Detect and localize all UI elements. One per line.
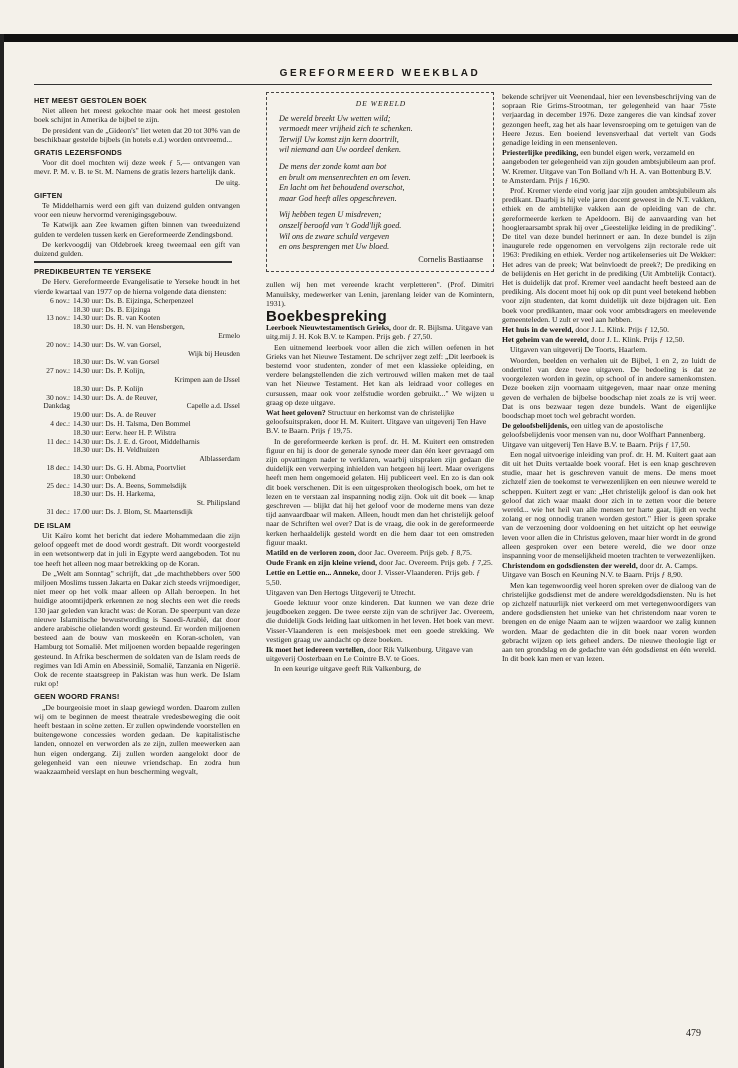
service-schedule [34,297,240,517]
book-title: Matild en de verloren zoon, [266,548,357,557]
poem-line: Wil ons de zware schuld vergeven [279,231,390,241]
schedule-date [34,350,73,359]
book-reference [266,568,494,586]
schedule-entry: 18.30 uur: Eerw. heer H. P. Wilstra [73,427,176,437]
review-paragraph: In de gereformeerde kerken is prof. dr. H. M. Kuitert een omstreden figuur en hij is door de generale synode meer dan één keer gevraagd om zijn opvattingen nader te verklaren, waarbij uitspraken zijn gedaan die duidelijk een verwerping inhielden van hetgeen hij leert. Maar overigens heeft men hem ongemoeid gelaten. Hij publiceert veel. En zo is dan ook dit boek verschenen. Dit is een uitgesproken theologisch boek, om het te lezen en te verstaan zal inspanning nodig zijn. Ook uit dit boek — knap geschreven — blijkt dat hij het geloof voor de moderne mens van deze tijd aanvaardbaar wil maken. Alleen, houdt men dan het christelijk geloof naar de Schriften wel over? Dat is de vraag, die ook in de gereformeerde kerken herhaaldelijk gesteld wordt en die hem daar tot een omstreden figuur maakt. [266,436,494,547]
schedule-entry: 14.30 uur: Ds. A. de Reuver, [73,392,158,402]
schedule-row [34,323,240,332]
book-details: Structuur en herkomst van de christelijke geloofsuitspraken, door H. M. Kuitert. Uitgave van uitgeverij Ten Have B.V. te Baarn. Prijs ƒ 19,75. [266,407,487,436]
book-title: De geloofsbelijdenis, [502,421,570,431]
schedule-entry: 14.30 uur: Ds. A. Beens, Sommelsdijk [73,480,187,490]
book-reference [266,408,494,436]
schedule-entry: Capelle a.d. IJssel [186,401,240,411]
book-title: Ik moet het iedereen vertellen, [266,645,366,655]
poem-line: onszelf beroofd van 't Godd'lijk goed. [279,220,402,230]
schedule-date: 4 dec.: [50,419,70,429]
paragraph: zullen wij hen met vereende kracht verpletteren". (Prof. Dimitri Manuilsky, medewerker van Lenin, jarenlang leider van de Komintern, 1931). [266,280,494,308]
book-title: Oude Frank en zijn kleine vriend, [266,558,378,568]
schedule-entry: 14.30 uur: Ds. W. van Gorsel, [73,339,162,349]
schedule-entry: 14.30 uur: Ds. H. Talsma, Den Bommel [73,419,191,429]
paragraph: Te Middelharnis werd een gift van duizend gulden ontvangen voor een nieuw hervormd verenigingsgebouw. [34,201,240,220]
schedule-entry: 14.30 uur: Ds. G. H. Abma, Poortvliet [73,463,186,472]
book-details: door dr. A. Camps. Uitgave van Bosch en Keuning N.V. te Baarn. Prijs ƒ 8,90. [502,561,698,580]
paragraph: Te Katwijk aan Zee kwamen giften binnen van tweeduizend gulden te verdelen tussen kerk en Gereformeerde Zendingsbond. [34,220,240,239]
paragraph: Niet alleen het meest gekochte maar ook het meest gestolen boek schijnt in Amerika de bijbel te zijn. [34,106,240,125]
schedule-entry: 18.30 uur: Ds. H. Harkema, [73,489,156,499]
column-right [502,92,716,664]
section-title: HET MEEST GESTOLEN BOEK [34,96,147,105]
schedule-date: 18 dec.: [46,463,70,472]
book-reference [502,335,716,344]
review-paragraph: Goede lektuur voor onze kinderen. Dat kunnen we van deze drie jeugdboeken zeggen. De twee eerste zijn van de schrijver Jac. Overeem, die duidelijk Gods leiding laat uitkomen in het leven. Het boek van mevr. Visser-Vlaanderen is een meisjesboek met een goede strekking. We vestigen graag uw aandacht op deze boeken. [266,598,494,644]
book-details: door J. L. Klink. Prijs ƒ 12,50. [588,335,685,345]
schedule-date [34,323,73,332]
schedule-entry: 18.30 uur: Ds. W. van Gorsel [73,357,160,367]
poem-line: De mens der zonde komt aan bot [279,161,387,171]
poem-stanza [279,114,483,156]
section-title: GRATIS LEZERSFONDS [34,148,123,158]
paragraph: „De bourgeoisie moet in slaap gewiegd worden. Daarom zullen wij om te beginnen de meest theatrale vredesbeweging die ooit heeft bestaan in scène zetten. Er zullen opwindende voorstellen en buitengewone concessies worden gedaan. De kapitalistische landen, onnozel en verworden als ze zijn, zullen meewerken aan hun eigen ondergang. Zij zullen worden aangelokt door de gelegenheid van een nieuwe vriendschap. En zodra hun waakzaamheid verslapt en hun bescherming wegvalt, [34,702,240,777]
schedule-date: Dankdag [43,401,70,411]
masthead-rule [34,84,712,85]
poem-stanza [279,210,483,252]
schedule-entry: 14.30 uur: Ds. P. Kolijn, [73,366,145,376]
schedule-entry: Alblasserdam [199,454,240,464]
section-title: DE ISLAM [34,520,71,530]
poem-line: Terwijl Uw komst zijn kern doortrilt, [279,134,399,144]
paragraph: De kerkvoogdij van Oldebroek kreeg tweemaal een gift van duizend gulden. [34,239,240,259]
section-divider [34,261,232,263]
poem-box [266,92,494,272]
poem-stanza [279,162,483,204]
section-title: PREDIKBEURTEN TE YERSEKE [34,267,152,277]
book-details: door dr. R. Bijlsma. Uitgave van uitg.mij J. H. Kok B.V. te Kampen. Prijs geb. ƒ 27,50. [266,323,493,342]
review-paragraph: Uitgaven van uitgeverij De Toorts, Haarlem. [510,345,648,355]
schedule-date [34,446,73,455]
book-reference [266,558,494,567]
book-reference [502,148,716,185]
section-title: GEEN WOORD FRANS! [34,692,120,702]
schedule-entry: 14.30 uur: Ds. J. E. d. Groot, Middelharnis [73,436,200,446]
schedule-date [34,490,73,499]
book-reference [266,548,494,557]
book-reference [502,421,716,449]
poem-line: en ons besprengen met Uw bloed. [279,242,390,252]
schedule-entry: Krimpen aan de IJssel [174,375,240,385]
schedule-entry: 18.30 uur: Ds. H. N. van Hensbergen, [73,322,185,332]
schedule-date: 30 nov.: [46,392,70,402]
schedule-date: 31 dec.: [46,506,70,516]
poem-title: DE WERELD [355,99,407,108]
paragraph: Voor dit doel mochten wij deze week ƒ 5,— ontvangen van mevr. P. M. v. B. te St. M. Namens de gratis lezers hartelijk dank. [34,158,240,177]
poem-line: En lacht om het behoudend overschot, [279,183,405,193]
schedule-entry: 18.30 uur: Ds. H. Veldhuizen [73,445,160,455]
schedule-entry: 17.00 uur: Ds. J. Blom, St. Maartensdijk [73,506,193,516]
schedule-date: 11 dec.: [46,436,70,446]
book-title: Priesterlijke prediking, [502,148,579,158]
publisher-note: Uitgaven van Den Hertogs Uitgeverij te Utrecht. [266,587,416,597]
schedule-entry: St. Philipsland [196,498,240,508]
book-details: door Jac. Overeem. Prijs geb. ƒ 7,25. [377,558,493,568]
paragraph: bekende schrijver uit Veenendaal, hier een levensbeschrijving van de sopraan Rie Grims-Strootman, ter gelegenheid van haar 75ste verjaardag in december 1976. Deze zangeres die van kindsaf zover gezongen heeft, zag het als haar levensroeping om te getuigen van de Heere Jezus. Een boeiend levensverhaal dat vertelt van Gods genadige leiding in een mensenleven. [502,92,716,148]
book-details: een bundel eigen werk, verzameld en aangeboden ter gelegenheid van zijn gouden ambtsjubileum aan prof. W. Kremer. Uitgave van Ton Bolland v/h H. A. van Bottenburg B.V. te Amsterdam. Prijs ƒ 16,90. [502,148,716,185]
schedule-entry: 18.30 uur: Onbekend [73,471,136,481]
book-details: door Jac. Overeem. Prijs geb. ƒ 8,75. [356,548,472,557]
column-left [34,92,240,777]
book-details: door J. L. Klink. Prijs ƒ 12,50. [573,325,670,335]
schedule-entry: Ermelo [218,331,240,341]
schedule-entry: 14.30 uur: Ds. R. van Kooten [73,313,161,323]
signature: De uitg. [215,177,240,187]
paragraph: De Herv. Gereformeerde Evangelisatie te Yerseke houdt in het vierde kwartaal van 1977 op de hierna volgende data diensten: [34,277,240,296]
masthead: GEREFORMEERD WEEKBLAD [279,68,481,79]
schedule-row [34,464,240,473]
book-title: Lettie en Lettie en... Anneke, [266,568,360,578]
poem-line: vermoedt meer vrijheid zich te schenken. [279,124,413,134]
poem-line: Wij hebben tegen U misdreven; [279,210,382,220]
review-paragraph: Woorden, beelden en verhalen uit de Bijbel, 1 en 2, zo luidt de ondertitel van deze twee uitgaven. De bedoeling is dat ze voorgelezen worden in gezin, op school of in andere samenkomsten. Deze boeken zijn voornaam uitgegeven, maar naar onze mening geven de verhalen de bijbelse boodschap niet zoals ze is vrij weer. Dat is ons bezwaar tegen deze bundels. Want de eigenlijke boodschap moet toch wel gebracht worden. [502,355,716,420]
book-title: Het geheim van de wereld, [502,335,589,345]
schedule-date: 20 nov.: [46,339,70,349]
poem-author: Cornelis Bastiaanse [418,254,483,264]
schedule-entry: Wijk bij Heusden [188,348,240,358]
section-title: GIFTEN [34,190,63,200]
left-binding-edge [0,34,4,1068]
book-title: Wat heet geloven? [266,407,326,417]
schedule-entry: 18.30 uur: Ds. B. Eijzinga [73,304,151,314]
schedule-date: 25 dec.: [46,480,70,490]
poem-line: De wereld breekt Uw wetten wild; [279,113,391,123]
schedule-date [34,376,73,385]
paragraph: De „Welt am Sonntag" schrijft, dat „de machthebbers over 500 miljoen Moslims tussen Jakarta en Dakar zich steeds vrijmoediger, niet meer op het volk maar alleen op Allah beroepen. In het huidige atoomtijdperk erkennen ze nog slechts een wet die reeds 130 jaar geleden van kracht was: de Koran. De speerpunt van deze nieuwe Islamitische bewustwording is Saoedi-Arabië, dat door andere arabische olielanden wordt gesteund. Er worden miljoenen besteed aan de bouw van moskeeën en Koran-scholen, van Hamburg tot Somalië. Met miljoenen worden bepaalde regeringen gesteund. In Afrika beschermen de soldaten van de Islam reeds de regimes van Idi Amin en Abessinië, Somalië, Tanzania en Nigerië. Ook de recente staatsgreep in Pakistan was hun werk. De Islam rukt op! [34,568,240,689]
schedule-entry: 18.30 uur: Ds. P. Kolijn [73,383,144,393]
poem-line: wil niemand aan Uw oordeel denken. [279,145,402,155]
book-title: Christendom en godsdiensten der wereld, [502,561,638,571]
review-paragraph: Een uitnemend leerboek voor allen die zich willen oefenen in het Grieks van het Nieuwe Testament. De schrijver zegt zelf: „Dit leerboek is bestemd voor studenten, zonder of met een klassieke opleiding, en verdere belangstellenden die zich vertrouwd willen maken met de taal van het Nieuwe Testament. Het kan als leidraad voor colleges en cursussen, maar ook voor zelfstudie worden gebruikt..." We wijzen u graag op deze uitgave. [266,342,494,407]
schedule-date: 27 nov.: [46,366,70,376]
column-middle [266,92,494,675]
schedule-entry: 14.30 uur: Ds. B. Eijzinga, Scherpenzeel [73,295,194,305]
schedule-date: 6 nov.: [49,295,70,305]
review-paragraph: Een nogal uitvoerige inleiding van prof. dr. H. M. Kuitert gaat aan dit uit het Duits vertaalde boek vooraf. Het is een knap geschreven studie, maar het is geschreven vanuit de mens. De mens moet zichzelf zien de toekomst te verwezenlijken en een nieuwe wereld te scheppen. Kuitert zegt er van: „Het christelijk geloof is dan ook het geloof dat zich waar maakt door zich in te zetten voor die betere wereld... wie het heil van alle mensen ter harte gaat, lijdt en vecht zolang er nog onnodig tranen worden gestort." Hier is geen sprake van de verzoening door voldoening en het uitzicht op het eeuwige leven voor allen die in Christus geloven, maar hier wordt in de grond alleen gesproken over een betere wereld, die we door onze inspanning voor de menselijkheid moeten trachten te verwezenlijken. [502,449,716,560]
review-paragraph: Men kan tegenwoordig veel horen spreken over de dialoog van de christelijke godsdienst met de andere wereldgodsdiensten. Nu is het op zichzelf natuurlijk niet verkeerd om met vertegenwoordigers van andere godsdiensten het unieke van het christendom naar voren te brengen en de enige Naam aan te wijzen waardoor we zalig kunnen worden. Maar de gedachten die in dit boek naar voren worden gebracht wijzen op iets geheel anders. De nieuwe theologie ligt er aan ten grondslag en de gedachte van één godsdienst en één wereld. In dit boek kan men er van lezen. [502,580,716,664]
page-number: 479 [686,1028,701,1039]
poem-line: en brult om mensenrechten en om leven. [279,172,411,182]
poem-line: maar God heeft alles opgeschreven. [279,193,397,203]
schedule-row [34,508,240,517]
book-title: Het huis in de wereld, [502,325,574,335]
book-title: Leerboek Nieuwtestamentisch Grieks, [266,323,391,333]
book-reference [266,645,494,663]
paragraph: Uit Kaïro komt het bericht dat iedere Mohammedaan die zijn geloof opgeeft met de dood wordt gestraft. Dit wordt voorgesteld in een wetsontwerp dat in juli in Egypte werd aangeboden. Tot nu toe heeft het alleen nog maar betrekking op de Koran. [34,530,240,568]
book-reference [266,323,494,341]
book-reference [502,325,716,334]
schedule-date: 13 nov.: [46,313,70,323]
top-black-bar [0,34,738,42]
book-details: een uitleg van de apostolische geloofsbelijdenis voor mensen van nu, door Wolfhart Pannenberg. Uitgave van uitgeverij Ten Have B.V. te Baarn. Prijs ƒ 17,50. [502,421,706,449]
review-paragraph: In een keurige uitgave geeft Rik Valkenburg, de [274,664,422,674]
review-paragraph: Prof. Kremer vierde eind vorig jaar zijn gouden ambtsjubileum als predikant. Daarbij is hij vele jaren docent geweest in de N.T. vakken, ethiek en de ambtelijke vakken aan de opleiding van de chr. gereformeerde kerken te Apeldoorn. Bij de aanvaarding van het hoogleraarsambt sprak hij over „Geestelijke leiding in de prediking". De titel van deze bundel herinnert er aan. In deze bundel is zijn inaugurele rede opgenomen en vervolgens zijn rectorale rede uit 1963: Prediking en ethiek. Verder nog artikelenseries uit De Wekker: Het adres van de preek; Wat beïnvloedt de preek?; De prediking en de belijdenis en Het gericht in de prediking (Uit Ambtelijk Contact). Het is duidelijk dat prof. Kremer veel aandacht heeft besteed aan de prediking. Als docent moet hij ook op dit punt veel betekend hebben voor zijn studenten, dat komt duidelijk uit deze bijdragen uit. Een boek voor predikanten, maar ook voor ambtsdragers en meelevende gemeenteleden. U zult er veel aan hebben. [502,186,716,324]
schedule-entry: 19.00 uur: Ds. A. de Reuver [73,410,156,420]
book-reference [502,561,716,579]
section-heading: Boekbespreking [266,307,387,325]
paragraph: De president van de „Gideon's" liet weten dat 20 tot 30% van de beschikbaar gestelde bijbels (in hotels e.d.) worden ontvreemd... [34,125,240,144]
book-details: door J. Visser-Vlaanderen. Prijs geb. ƒ 5,50. [266,568,481,587]
book-details: door Rik Valkenburg. Uitgave van uitgeverij Oosterbaan en Le Cointre B.V. te Goes. [266,645,473,664]
